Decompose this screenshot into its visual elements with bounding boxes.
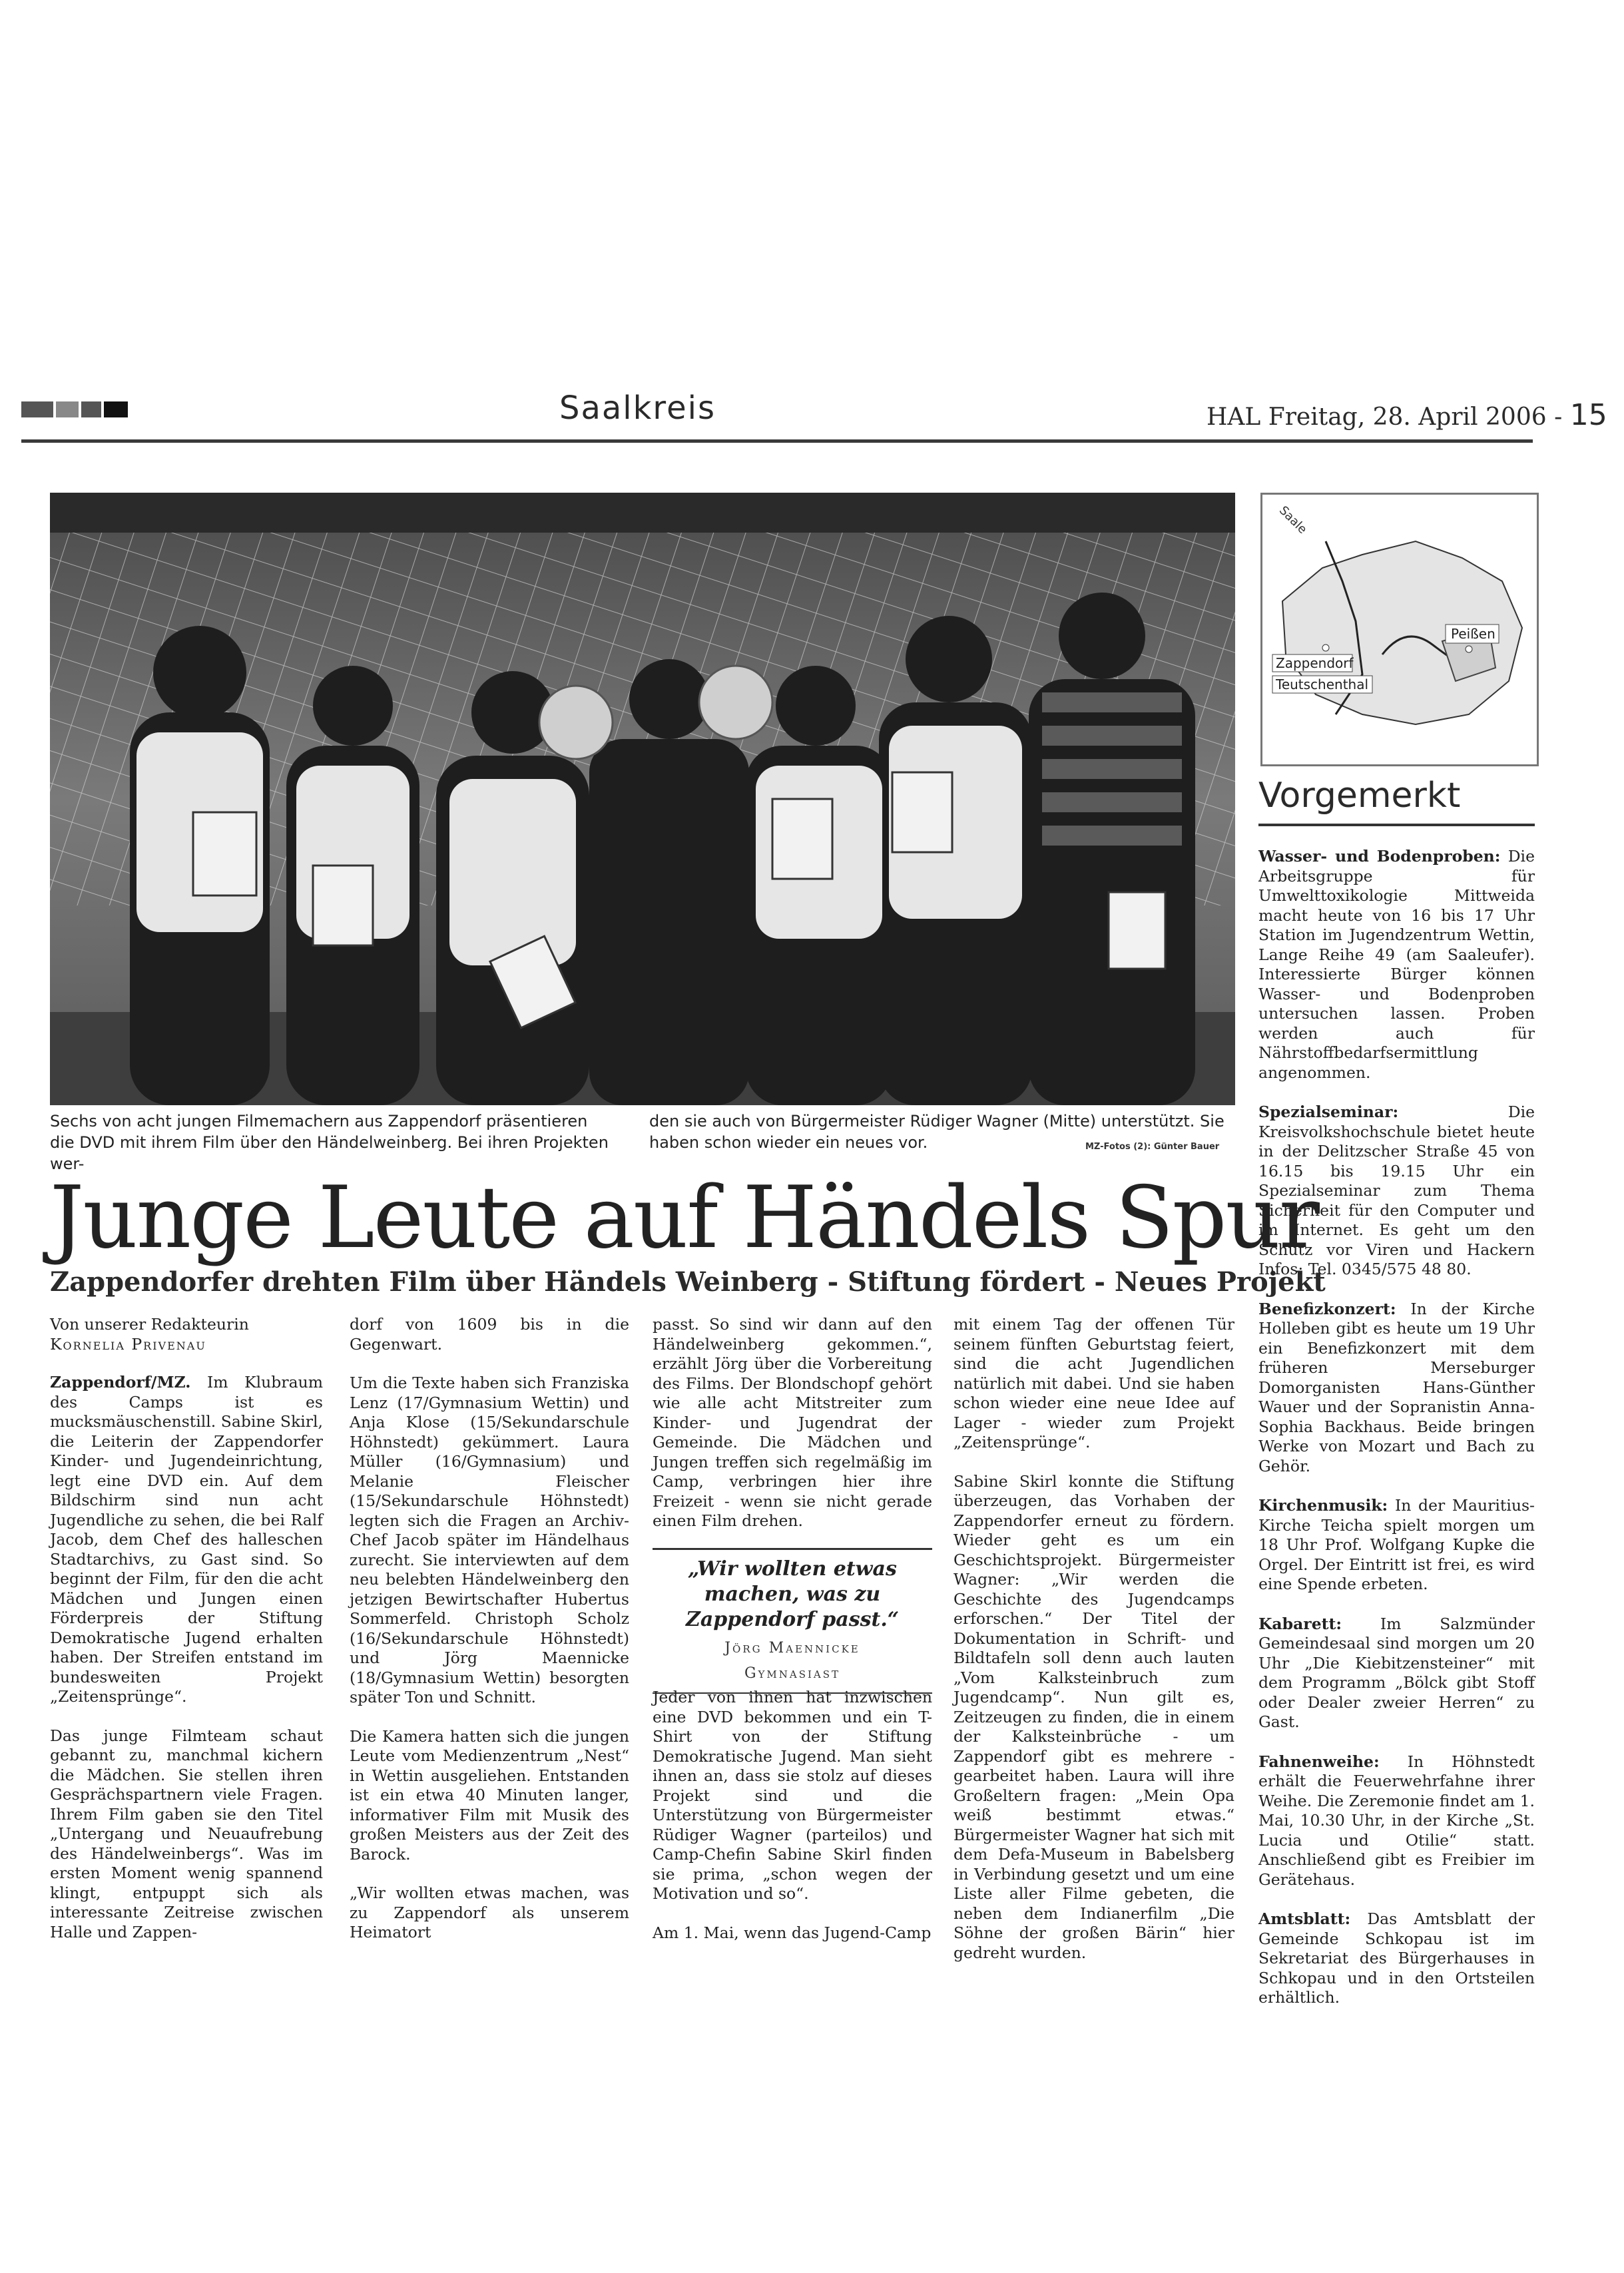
sidebar-title: Vorgemerkt — [1258, 776, 1461, 816]
article-column-3 — [653, 1315, 932, 1551]
headline: Junge Leute auf Händels Spur — [50, 1168, 1319, 1268]
map-label-river: Saale — [1276, 503, 1310, 537]
section-marker — [21, 401, 135, 417]
paragraph: Sabine Skirl konnte die Stiftung überzeugen, das Vorhaben der Zappendorfer erneut zu fördern. Wieder geht es um ein Geschichtsprojekt. Bürgermeister Wagner: „Wir werden die Geschichte des Jugendcamps erforschen.“ Der Titel der Dokumentation in Schrift- und Bildtafeln soll denn auch lauten „Vom Kalksteinbruch zum Jugendcamp“. Nun gilt es, Zeitzeugen zu finden, die in einem der Kalksteinbrüche - um Zappendorf gibt es mehrere - gearbeitet haben. Laura will ihre Großeltern fragen: „Mein Opa weiß bestimmt etwas.“ Bürgermeister Wagner hat sich mit dem Defa-Museum in Babelsberg in Verbindung gesetzt und um eine Liste aller Filme gebeten, die neben dem Indianerfilm „Die Söhne der großen Bärin“ hier gedreht wurden. — [953, 1471, 1234, 1962]
paragraph: Am 1. Mai, wenn das Jugend-Camp — [653, 1923, 932, 1942]
sidebar-list — [1258, 847, 1535, 2028]
sidebar-item — [1258, 1103, 1535, 1280]
paragraph: Die Kamera hatten sich die jungen Leute vom Medienzentrum „Nest“ in Wettin ausgeliehen. Entstanden ist ein etwa 40 Minuten langer, informativer Film mit Musik des großen Meisters aus der Zeit des Barock. — [350, 1726, 629, 1864]
sidebar-item — [1258, 1496, 1535, 1595]
photo-caption-left: Sechs von acht jungen Filmemachern aus Zappendorf präsentieren die DVD mit ihrem Film über den Händelweinberg. Bei ihren Projekten wer- — [50, 1112, 609, 1173]
quote-role: Gymnasiast — [744, 1665, 841, 1682]
sidebar-item — [1258, 1909, 1535, 2008]
header-rule — [21, 439, 1533, 443]
author-name: Kornelia Privenau — [50, 1334, 206, 1354]
sidebar-item-label: Kirchenmusik: — [1258, 1496, 1388, 1515]
article-column-1 — [50, 1315, 323, 1961]
region-map — [1260, 493, 1539, 766]
subheadline: Zappendorfer drehten Film über Händels Weinberg - Stiftung fördert - Neues Projekt — [50, 1266, 1326, 1298]
pull-quote — [653, 1548, 932, 1694]
paragraph: Das junge Filmteam schaut gebannt zu, manchmal kichern die Mädchen. Sie stellen ihren Gesprächspartnern viele Fragen. Ihrem Film gaben sie den Titel „Untergang und Neuaufrebung des Händelweinbergs“. Was im ersten Moment wenig spannend klingt, entpuppt sich als interessante Zeitreise zwischen Halle und Zappen- — [50, 1726, 323, 1941]
issue-date — [1207, 398, 1607, 432]
group-photo — [50, 493, 1235, 1105]
sidebar-item-label: Spezialseminar: — [1258, 1103, 1399, 1121]
sidebar-item-label: Amtsblatt: — [1258, 1909, 1351, 1928]
sidebar-item-text: Im Salzmünder Gemeindesaal sind morgen um 20 Uhr „Die Kiebitzensteiner“ mit dem Programm „Bölck gibt Stoff oder Dealer zweier Herren“ zu Gast. — [1258, 1614, 1535, 1731]
sidebar-item-label: Benefizkonzert: — [1258, 1299, 1396, 1318]
sidebar-item — [1258, 847, 1535, 1083]
sidebar-item-label: Fahnenweihe: — [1258, 1752, 1380, 1771]
date-text: HAL Freitag, 28. April 2006 - — [1207, 403, 1563, 431]
sidebar-item-text: In Höhnstedt erhält die Feuerwehrfahne ihrer Weihe. Die Zeremonie findet am 1. Mai, 10.30 Uhr, in der Kirche „St. Lucia und Otilie“ statt. Anschließend gibt es Freibier im Gerätehaus. — [1258, 1752, 1535, 1889]
paragraph: „Wir wollten etwas machen, was zu Zappendorf als unserem Heimatort — [350, 1884, 629, 1941]
photo-credit: MZ-Fotos (2): Günter Bauer — [1085, 1142, 1220, 1152]
photo-caption-right: den sie auch von Bürgermeister Rüdiger Wagner (Mitte) unterstützt. Sie haben schon wieder ein neues vor. — [649, 1112, 1224, 1152]
sidebar-item-text: In der Mauritius-Kirche Teicha spielt morgen um 18 Uhr Prof. Wolfgang Kupke die Orgel. Der Eintritt ist frei, es wird eine Spende erbeten. — [1258, 1496, 1535, 1593]
sidebar-item-label: Wasser- und Bodenproben: — [1258, 847, 1501, 866]
paragraph: passt. So sind wir dann auf den Händelweinberg gekommen.“, erzählt Jörg über die Vorbereitung des Films. Der Blondschopf gehört wie alle acht Mitstreiter zum Kinder- und Jugendrat der Gemeinde. Die Mädchen und Jungen treffen sich regelmäßig im Camp, verbringen hier ihre Freizeit - wenn sie nicht gerade einen Film drehen. — [653, 1315, 932, 1530]
article-column-2 — [350, 1315, 629, 1962]
article-column-4 — [953, 1315, 1234, 1982]
sidebar-item-label: Kabarett: — [1258, 1614, 1342, 1633]
paragraph: Um die Texte haben sich Franziska Lenz (17/Gymnasium Wettin) und Anja Klose (15/Sekundarschule Höhnstedt) gekümmert. Laura Müller (16/Gymnasium) und Melanie Fleischer (15/Sekundarschule Höhnstedt) legten sich die Fragen an Archiv-Chef Jacob später im Händelhaus zurecht. Sie interviewten auf dem neu belebten Händelweinberg den jetzigen Bewirtschafter Hubertus Sommerfeld. Christoph Scholz (16/Sekundarschule Höhnstedt) und Jörg Maennicke (18/Gymnasium Wettin) besorgten später Ton und Schnitt. — [350, 1374, 629, 1706]
sidebar-item-text: Das Amtsblatt der Gemeinde Schkopau ist im Sekretariat des Bürgerhauses in Schkopau und in den Ortsteilen erhältlich. — [1258, 1909, 1535, 2007]
sidebar-item — [1258, 1300, 1535, 1477]
page-number: 15 — [1569, 398, 1607, 432]
paragraph-text: Im Klubraum des Camps ist es mucksmäuschenstill. Sabine Skirl, die Leiterin der Zappendorfer Kinder- und Jugendeinrichtung, legt eine DVD ein. Auf dem Bildschirm sind nun acht Jugendliche zu sehen, die bei Ralf Jacob, dem Chef des halleschen Stadtarchivs, zu Gast sind. So beginnt der Film, für den die acht Mädchen und Jungen einen Förderpreis der Stiftung Demokratische Jugend erhalten haben. Der Streifen entstand im bundesweiten Projekt „Zeitensprünge“. — [50, 1373, 323, 1706]
paragraph: mit einem Tag der offenen Tür seinem fünften Geburtstag feiert, sind die acht Jugendlichen natürlich mit dabei. Und sie haben schon wieder eine neue Idee auf Lager - wieder zum Projekt „Zeitensprünge“. — [953, 1315, 1234, 1451]
paragraph: dorf von 1609 bis in die Gegenwart. — [350, 1315, 629, 1354]
sidebar-item — [1258, 1752, 1535, 1890]
byline — [50, 1315, 323, 1354]
map-label-town-2: Zappendorf — [1276, 655, 1354, 671]
dateline: Zappendorf/MZ. — [50, 1373, 191, 1391]
quote-author: Jörg Maennicke — [724, 1640, 860, 1656]
sidebar-item-text: Die Arbeitsgruppe für Umwelttoxikologie Mittweida macht heute von 16 bis 17 Uhr Station im Jugendzentrum Wettin, Lange Reihe 49 (am Saaleufer). Interessierte Bürger können Wasser- und Bodenproben untersuchen lassen. Proben werden auch für Nährstoffbedarfsermittlung angenommen. — [1258, 847, 1535, 1082]
map-label-town-3: Teutschenthal — [1276, 676, 1369, 692]
byline-intro: Von unserer Redakteurin — [50, 1315, 249, 1334]
paragraph: Jeder von ihnen hat inzwischen eine DVD bekommen und ein T-Shirt von der Stiftung Demokratische Jugend. Man sieht ihnen an, dass sie stolz auf dieses Projekt sind und die Unterstützung von Bürgermeister Rüdiger Wagner (parteilos) und Camp-Chefin Sabine Skirl finden sie prima, „schon wegen der Motivation und so“. — [653, 1688, 932, 1903]
quote-text: „Wir wollten etwas machen, was zu Zappendorf passt.“ — [685, 1557, 900, 1631]
sidebar-item — [1258, 1615, 1535, 1732]
sidebar-rule — [1258, 824, 1535, 826]
quote-rule-top — [653, 1548, 932, 1550]
map-label-town-1: Peißen — [1451, 626, 1495, 642]
sidebar-item-text: Die Kreisvolkshochschule bietet heute in der Delitzscher Straße 45 von 16.15 bis 19.15 Uhr ein Spezialseminar zum Thema Sicherheit für den Computer und im Internet. Es geht um den Schutz vor Viren und Hackern Infos: Tel. 0345/575 48 80. — [1258, 1103, 1535, 1278]
paragraph — [50, 1373, 323, 1707]
section-title: Saalkreis — [559, 389, 716, 427]
sidebar-item-text: In der Kirche Holleben gibt es heute um 19 Uhr ein Benefizkonzert mit dem früheren Merseburger Domorganisten Hans-Günther Wauer und der Sopranistin Anna-Sophia Backhaus. Beide bringen Werke von Mozart und Bach zu Gehör. — [1258, 1299, 1535, 1475]
article-column-3-lower — [653, 1688, 932, 1962]
